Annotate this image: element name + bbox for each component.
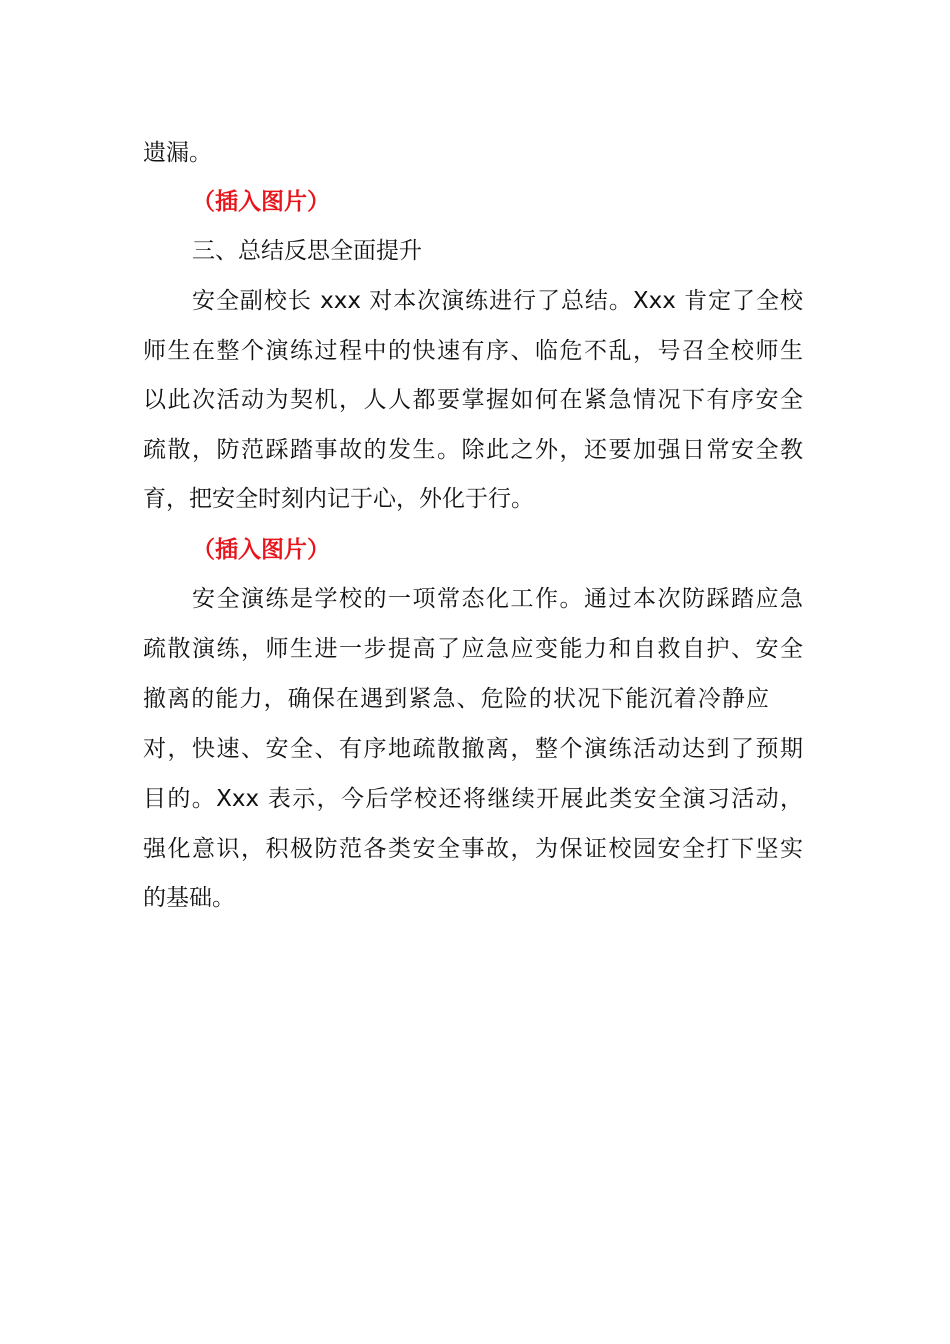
paragraph-line: 安全副校长 xxx 对本次演练进行了总结。Xxx 肯定了全校 bbox=[192, 288, 803, 314]
section-heading: 三、总结反思全面提升 bbox=[192, 238, 422, 264]
paragraph-line: 师生在整个演练过程中的快速有序、临危不乱，号召全校师生 bbox=[143, 338, 803, 364]
paragraph-line: 遗漏。 bbox=[143, 140, 212, 166]
image-placeholder-label: （插入图片） bbox=[192, 537, 330, 563]
paragraph-line: 育，把安全时刻内记于心，外化于行。 bbox=[143, 486, 534, 512]
paragraph-line: 对，快速、安全、有序地疏散撤离，整个演练活动达到了预期 bbox=[143, 736, 803, 762]
paragraph-line: 的基础。 bbox=[143, 885, 235, 911]
paragraph-line: 疏散演练，师生进一步提高了应急应变能力和自救自护、安全 bbox=[143, 636, 803, 662]
paragraph-line: 安全演练是学校的一项常态化工作。通过本次防踩踏应急 bbox=[192, 586, 803, 612]
image-placeholder-label: （插入图片） bbox=[192, 189, 330, 215]
paragraph-line: 疏散，防范踩踏事故的发生。除此之外，还要加强日常安全教 bbox=[143, 437, 803, 463]
paragraph-line: 撤离的能力，确保在遇到紧急、危险的状况下能沉着冷静应 bbox=[143, 686, 769, 712]
paragraph-line: 强化意识，积极防范各类安全事故，为保证校园安全打下坚实 bbox=[143, 836, 803, 862]
paragraph-line: 以此次活动为契机，人人都要掌握如何在紧急情况下有序安全 bbox=[143, 387, 803, 413]
paragraph-line: 目的。Xxx 表示，今后学校还将继续开展此类安全演习活动， bbox=[143, 786, 803, 812]
